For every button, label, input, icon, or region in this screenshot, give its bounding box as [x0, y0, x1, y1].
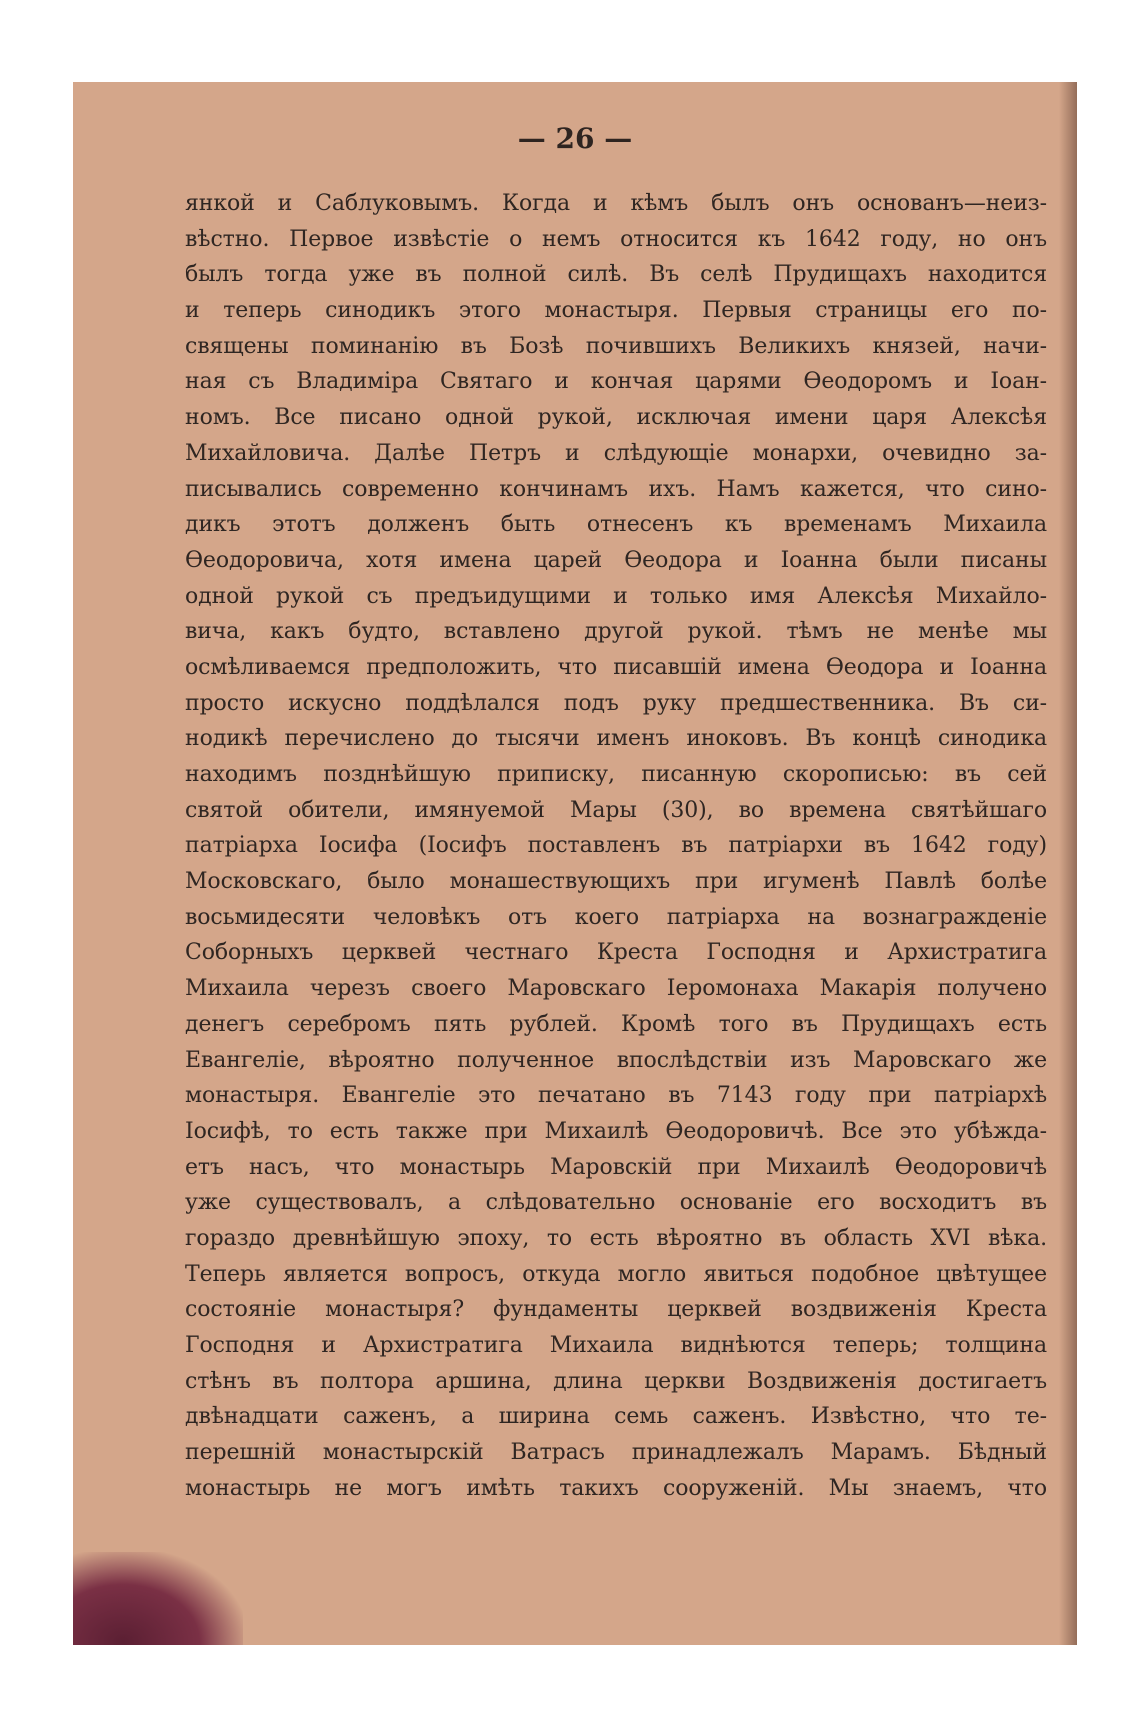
text-line: нодикѣ перечислено до тысячи именъ иноковъ. Въ концѣ синодика	[185, 726, 1047, 752]
text-line: Господня и Архистратига Михаила виднѣются теперь; толщина	[185, 1333, 1047, 1358]
text-line: осмѣливаемся предположить, что писавшій имена Ѳеодора и Іоанна	[185, 654, 1047, 680]
text-line: Михаила черезъ своего Маровскаго Іеромонаха Макарія получено	[185, 976, 1047, 1002]
text-line: монастыря. Евангеліе это печатано въ 7143 году при патріархѣ	[185, 1083, 1047, 1109]
text-line: писывались современно кончинамъ ихъ. Намъ кажется, что сино-	[185, 476, 1047, 502]
text-line: перешній монастырскій Ватрасъ принадлежалъ Марамъ. Бѣдный	[185, 1440, 1047, 1466]
text-line: гораздо древнѣйшую эпоху, то есть вѣроятно въ область XVI вѣка.	[185, 1225, 1047, 1251]
text-line: Теперь является вопросъ, откуда могло явиться подобное цвѣтущее	[185, 1261, 1047, 1287]
text-line: уже существовалъ, а слѣдовательно основаніе его восходитъ въ	[185, 1190, 1047, 1216]
text-line: етъ насъ, что монастырь Маровскій при Михаилѣ Ѳеодоровичѣ	[185, 1154, 1047, 1180]
text-line: денегъ серебромъ пять рублей. Кромѣ того въ Прудищахъ есть	[185, 1011, 1047, 1037]
text-line: Соборныхъ церквей честнаго Креста Господня и Архистратига	[185, 940, 1047, 966]
text-line: Іосифѣ, то есть также при Михаилѣ Ѳеодоровичѣ. Все это убѣжда-	[185, 1118, 1047, 1144]
text-line: вича, какъ будто, вставлено другой рукой. тѣмъ не менѣе мы	[185, 619, 1047, 645]
scanned-page	[73, 82, 1077, 1645]
text-line: вѣстно. Первое извѣстіе о немъ относится къ 1642 году, но онъ	[185, 226, 1047, 252]
text-line: Московскаго, было монашествующихъ при игуменѣ Павлѣ болѣе	[185, 869, 1047, 895]
text-line: Ѳеодоровича, хотя имена царей Ѳеодора и Іоанна были писаны	[185, 547, 1047, 573]
text-line: одной рукой съ предъидущими и только имя Алексѣя Михайло-	[185, 583, 1047, 609]
text-line: состояніе монастыря? фундаменты церквей воздвиженія Креста	[185, 1297, 1047, 1323]
text-line: святой обители, имянуемой Мары (30), во времена святѣйшаго	[185, 797, 1047, 823]
text-line: дикъ этотъ долженъ быть отнесенъ къ временамъ Михаила	[185, 512, 1047, 538]
text-line: восьмидесяти человѣкъ отъ коего патріарха на вознагражденіе	[185, 904, 1047, 930]
text-line: просто искусно поддѣлался подъ руку предшественника. Въ си-	[185, 690, 1047, 716]
text-line: номъ. Все писано одной рукой, исключая имени царя Алексѣя	[185, 405, 1047, 431]
text-line: и теперь синодикъ этого монастыря. Первыя страницы его по-	[185, 298, 1047, 324]
text-line: янкой и Саблуковымъ. Когда и кѣмъ былъ онъ основанъ—неиз-	[185, 191, 1047, 216]
text-line: монастырь не могъ имѣть такихъ сооруженій. Мы знаемъ, что	[185, 1475, 1047, 1501]
text-line: патріарха Іосифа (Іосифъ поставленъ въ патріархи въ 1642 году)	[185, 833, 1047, 859]
text-line: Михайловича. Далѣе Петръ и слѣдующіе монархи, очевидно за-	[185, 440, 1047, 466]
text-line: ная съ Владиміра Святаго и кончая царями Ѳеодоромъ и Іоан-	[185, 369, 1047, 395]
page-stain	[73, 1552, 243, 1645]
text-line: стѣнъ въ полтора аршина, длина церкви Воздвиженія достигаетъ	[185, 1368, 1047, 1394]
text-line: былъ тогда уже въ полной силѣ. Въ селѣ Прудищахъ находится	[185, 262, 1047, 288]
text-line: Евангеліе, вѣроятно полученное впослѣдствіи изъ Маровскаго же	[185, 1047, 1047, 1073]
page-number: — 26 —	[517, 122, 633, 155]
text-line: находимъ позднѣйшую приписку, писанную скорописью: въ сей	[185, 762, 1047, 787]
text-line: двѣнадцати саженъ, а ширина семь саженъ. Извѣстно, что те-	[185, 1404, 1047, 1430]
body-text	[185, 186, 1047, 1506]
text-line: священы поминанію въ Бозѣ почившихъ Великихъ князей, начи-	[185, 333, 1047, 359]
